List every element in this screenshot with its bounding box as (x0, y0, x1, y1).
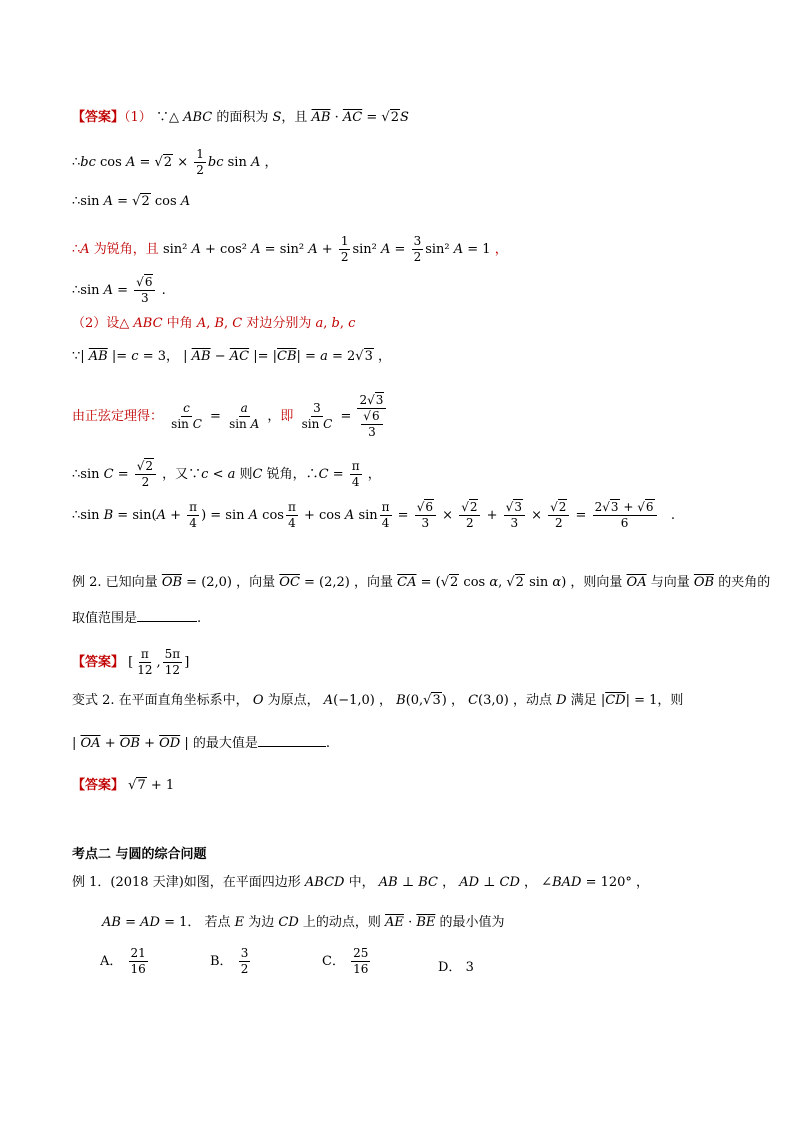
ex2-question-line2: 取值范围是 . (72, 611, 202, 626)
ex2-question: 例 2. 已知向量 $\overline{OB} = (2,0)$ ，向量 $\overline{OC} = (2,2)$ ，向量 $\overline{CA} = (√2$ cos α, √2 sin α) ，则向量 $\overline{OA}$ 与向量 $\overline{OB}$ 的夹角的 (72, 575, 771, 590)
variant2-question: 变式 2. 在平面直角坐标系中， O 为原点， A(−1,0) ， B(0,√3) ， C(3,0) ，动点 D 满足 $|\overline{CD}| = 1$，则 (72, 693, 684, 708)
ex2-answer: 【答案】 [ $\frac{\pi}{12}$ , $\frac{5\pi}{12}$ ] (72, 647, 190, 677)
step2: ∴sin A = √2 cos A (72, 194, 191, 209)
part2-sine: 由正弦定理得： $\frac{c}{\text{sin C}}$ = $\frac{a}{\text{sin A}}$ ，即 $\frac{3}{\text{sin C}}$ = $\frac{2√3}{\frac{√6}{3}}$ (72, 393, 388, 440)
ex2-prefix: 例 2. (72, 575, 102, 590)
option-d[interactable] (438, 956, 474, 975)
option-c-label: C． (322, 954, 345, 969)
part2-label: （2）设△ ABC 中角 A, B, C 对边分别为 a, b, c (72, 316, 356, 331)
part2-C: ∴sin C = $\frac{√2}{2}$ ，又∵c < a 则C 锐角，∴C = $\frac{\pi}{4}$ ， (72, 459, 381, 489)
variant2-prefix: 变式 2. (72, 693, 115, 708)
ex1b-question-line2: AB = AD = 1． 若点 E 为边 CD 上的动点，则 $\overline{AE} \cdot \overline{BE}$ 的最小值为 (102, 915, 505, 930)
option-c[interactable]: C． $\frac{25}{16}$ (322, 946, 369, 976)
variant2-question-line2: | $\overline{OA} + \overline{OB} + \overline{OD}$ | 的最大值是 . (72, 736, 331, 751)
given-text: ∵△ ABC 的面积为 S，且 $\overline{AB} \cdot \overline{AC} = √2S$ (155, 110, 409, 125)
option-b-label: B． (210, 954, 233, 969)
part2-B: ∴sin B = sin(A + $\frac{\pi}{4}$ ) = sin A cos $\frac{\pi}{4}$ + cos A sin $\frac{\pi}{4}$ = $\frac{√6}{3}$ × $\frac{√2}{2}$ + $\frac{√3}{3}$ × $\frac{√2}{2}$ = $\frac{2√3 + √6}{6}$ . (72, 500, 676, 530)
option-a[interactable]: A． $\frac{21}{16}$ (100, 946, 146, 976)
answer-tag: 【答案】 (72, 110, 125, 125)
option-b[interactable]: B． $\frac{3}{2}$ (210, 946, 249, 976)
option-a-label: A． (100, 954, 123, 969)
variant2-answer: 【答案】 √7 + 1 (72, 778, 175, 793)
option-d-value: 3 (465, 960, 474, 975)
option-d-label: D． (438, 960, 462, 975)
step3: ∴A 为锐角，且 sin² A + cos² A = sin² A + $\frac{1}{2}$ sin² A = $\frac{3}{2}$ sin² A = 1 ， (72, 234, 508, 264)
step1: ∴bc cos A = √2 × $\frac{1}{2}$ bc sin A ， (72, 147, 278, 177)
answer-line-given (72, 109, 409, 127)
part2-given: ∵| $\overline{AB}$ |= c = 3， | $\overline{AB} - \overline{AC}$ |= $|\overline{CB}| = a = 2√3$ ， (72, 349, 391, 364)
ex1b-prefix: 例 1． (72, 875, 111, 890)
step4: ∴sin A = $\frac{√6}{3}$ . (72, 275, 166, 305)
section2-title: 考点二 与圆的综合问题 (72, 847, 207, 862)
ex2-answer-tag: 【答案】 (72, 655, 125, 670)
ex1b-question: 例 1．(2018 天津)如图，在平面四边形 ABCD 中， AB ⊥ BC ， AD ⊥ CD ， ∠BAD = 120° ， (72, 875, 650, 890)
part1-label: （1） (124, 110, 152, 125)
variant2-answer-tag: 【答案】 (72, 778, 125, 793)
